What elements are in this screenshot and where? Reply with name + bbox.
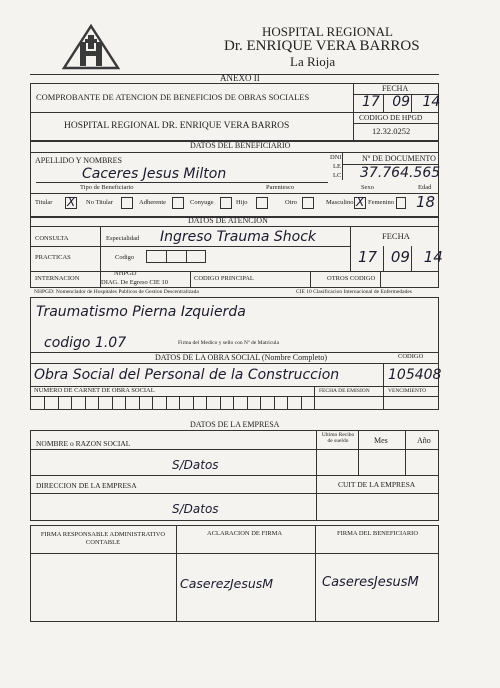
carnet-cell-divider	[287, 396, 288, 410]
carnet-cell-divider	[274, 396, 275, 410]
carnet-cell-divider	[71, 396, 72, 410]
conyuge-label: Conyuge	[190, 199, 214, 206]
consulta-label: CONSULTA	[35, 235, 69, 242]
practicas-codigo-field[interactable]	[146, 250, 206, 263]
especialidad-value: Ingreso Trauma Shock	[160, 229, 317, 245]
doc-type-le: LE	[333, 163, 341, 170]
hospital-title-line3: La Rioja	[290, 54, 336, 69]
diagnosis-line1: Traumatismo Pierna Izquierda	[36, 304, 246, 320]
carnet-cell-divider	[206, 396, 207, 410]
cuit-label: CUIT DE LA EMPRESA	[338, 480, 416, 489]
carnet-cell-divider	[44, 396, 45, 410]
nhpgd-footnote: NHPGD: Nomenclador de Hospitales Publicos de Gestion Descentralizada	[34, 289, 199, 295]
carnet-cell-divider	[112, 396, 113, 410]
carnet-cell-divider	[125, 396, 126, 410]
practicas-label: PRACTICAS	[35, 254, 71, 261]
nombre-razon-value: S/Datos	[172, 458, 219, 472]
tipo-beneficiario-label: Tipo de Beneficiario	[80, 184, 134, 191]
firma-responsable-label: FIRMA RESPONSABLE ADMINISTRATIVO CONTABLE	[40, 531, 166, 547]
edad-label: Edad	[418, 184, 432, 191]
hospital-title-line2: Dr. ENRIQUE VERA BARROS	[224, 38, 420, 54]
carnet-cell-divider	[220, 396, 221, 410]
carnet-cell-divider	[301, 396, 302, 410]
masculino-label: Masculino	[326, 199, 354, 206]
edad-value: 18	[416, 193, 436, 211]
carnet-cell-divider	[193, 396, 194, 410]
adherente-label: Adherente	[139, 199, 167, 206]
carnet-cell-divider	[58, 396, 59, 410]
codigo-hpgd-value: 12.32.0252	[372, 126, 411, 136]
no-titular-label: No Titular	[86, 199, 113, 206]
vencimiento-label: VENCIMIENTO	[388, 388, 427, 394]
firma-beneficiario-label: FIRMA DEL BENEFICIARIO	[337, 530, 419, 537]
sexo-label: Sexo	[361, 184, 374, 191]
aclaracion-signature: CaserezJesusM	[180, 576, 274, 591]
beneficiario-signature: CaseresJesusM	[322, 575, 419, 590]
cie10-footnote: CIE 10 Clasificacion Internacional de Enfermedades	[296, 289, 412, 295]
hospital-logo-icon	[60, 22, 122, 72]
especialidad-label: Especialidad	[106, 235, 140, 242]
no-titular-checkbox[interactable]	[121, 197, 133, 209]
nombre-razon-label: NOMBRE o RAZON SOCIAL	[36, 439, 131, 448]
aclaracion-label: ACLARACION DE FIRMA	[207, 530, 283, 537]
atencion-section-title: DATOS DE ATENCION	[188, 216, 268, 225]
otros-codigo-label: OTROS CODIGO	[327, 275, 376, 282]
otro-checkbox[interactable]	[302, 197, 314, 209]
carnet-cell-divider	[139, 396, 140, 410]
obra-social-section-title: DATOS DE LA OBRA SOCIAL (Nombre Completo)	[155, 353, 327, 362]
diagnosis-line2: codigo 1.07	[44, 335, 127, 351]
internacion-label: INTERNACION	[35, 275, 80, 282]
doc-number-value: 37.764.565	[360, 165, 441, 181]
adherente-checkbox[interactable]	[172, 197, 184, 209]
fecha-value: 17 09 14	[362, 94, 441, 110]
hospital-name: HOSPITAL REGIONAL DR. ENRIQUE VERA BARROS	[64, 121, 290, 131]
carnet-cell-divider	[179, 396, 180, 410]
practicas-codigo-label: Codigo	[115, 254, 135, 261]
carnet-cell-divider	[152, 396, 153, 410]
annex-label: ANEXO II	[220, 73, 260, 83]
beneficiario-section-title: DATOS DEL BENEFICIARIO	[190, 141, 291, 150]
codigo-hpgd-label: CODIGO DE HPGD	[359, 113, 423, 122]
atencion-fecha-label: FECHA	[382, 231, 410, 241]
mes-label: Mes	[374, 436, 388, 445]
hijo-checkbox[interactable]	[256, 197, 268, 209]
diag-label: DIAG. De Egreso CIE 10	[101, 279, 168, 286]
fecha-label: FECHA	[382, 84, 409, 93]
apellido-value: Caceres Jesus Milton	[82, 166, 227, 182]
parentesco-label: Parentesco	[266, 184, 295, 191]
fecha-emision-label: FECHA DE EMISION	[319, 388, 370, 394]
direccion-label: DIRECCION DE LA EMPRESA	[36, 481, 137, 490]
conyuge-checkbox[interactable]	[220, 197, 232, 209]
atencion-fecha-value: 17 09 14	[358, 248, 443, 266]
carnet-label: NUMERO DE CARNET DE OBRA SOCIAL	[34, 387, 155, 394]
direccion-value: S/Datos	[172, 502, 219, 516]
doc-number-label: Nº DE DOCUMENTO	[362, 154, 436, 163]
carnet-cell-divider	[98, 396, 99, 410]
otro-label: Otro	[285, 199, 297, 206]
hospital-title-line1: HOSPITAL REGIONAL	[262, 24, 393, 39]
ultimo-recibo-label: Ultimo Recibo de sueldo	[321, 432, 355, 444]
titular-mark: X	[67, 195, 76, 209]
titular-label: Titular	[35, 199, 53, 206]
carnet-cell-divider	[260, 396, 261, 410]
codigo-principal-label: CODIGO PRINCIPAL	[194, 275, 254, 282]
masculino-mark: X	[356, 195, 365, 209]
carnet-cell-divider	[233, 396, 234, 410]
firma-medico-label: Firma del Medico y sello con Nº de Matricula	[178, 340, 279, 346]
obra-social-name: Obra Social del Personal de la Construccion	[34, 367, 340, 383]
obra-social-codigo-label: CODIGO	[398, 353, 424, 360]
apellido-label: APELLIDO Y NOMBRES	[35, 156, 122, 165]
carnet-cell-divider	[247, 396, 248, 410]
doc-type-dni: DNI	[330, 154, 342, 161]
nhpgd-label: NHPGD	[114, 270, 137, 277]
femenino-checkbox[interactable]	[396, 197, 406, 209]
carnet-cell-divider	[166, 396, 167, 410]
empresa-section-title: DATOS DE LA EMPRESA	[190, 420, 280, 429]
form-title: COMPROBANTE DE ATENCION DE BENEFICIOS DE OBRAS SOCIALES	[36, 92, 310, 102]
hijo-label: Hijo	[236, 199, 248, 206]
obra-social-codigo-value: 105408	[388, 367, 442, 383]
doc-type-lc: LC	[333, 172, 342, 179]
carnet-cell-divider	[85, 396, 86, 410]
anio-label: Año	[417, 436, 431, 445]
femenino-label: Femenino	[368, 199, 394, 206]
